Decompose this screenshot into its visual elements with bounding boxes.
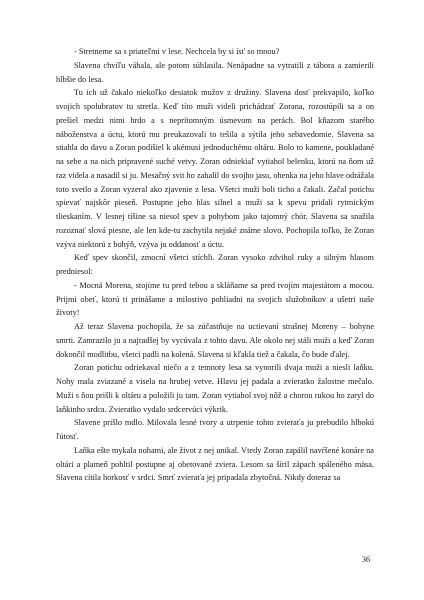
paragraph-8: Slavene prišlo mdlo. Milovala lesné tvory a utrpenie tohto zvieraťa ju prebudilo hlbokú ľútosť. bbox=[56, 418, 374, 441]
paragraph-3: Tu ich už čakalo niekoľko desiatok mužov z družiny. Slavena dosť prekvapilo, koľko svojich spolubratov tu stretla. Keď títo muži videli prichádzať Zorana, rozostúpili sa a on prešiel medzi nimi hrdo a s neprítomným úsmevom na perách. Bol kňazom starého náboženstva a úctu, ktorú mu preukazovali to tešila a sýtila jeho sebavedomie. Slavena sa stiahla do davu a Zoran podišiel k akémusi jednoduchému oltáru. Bolo to kamene, poukladané na sebe a na nich pripravené suché vetvy. Zoran odniekiaľ vytiahol belenku, ktorú na ňom už raz videla a nasadil si ju. Mesačný svit ho zahalil do svojho jasu, ohenka na jeho hlave odrážala toto svetlo a Zoran vyzeral ako zjavenie z lesa. Všetci muži boli ticho a čakali. Začal potichu spievať najskôr pieseň. Postupne jeho hlas silnel a muži sa k spevu pridali rytmickým tlieskaním. V lesnej tíšine sa niesol spev a pohybom jako tajomný chór. Slavena sa snažila rozoznať slová piesne, ale len kde-tu zachytila nejaké známe slovo. Pochopila toľko, že Zoran vzýva niektorú z bohýň, vzýva ju oddanosť a úctu. bbox=[56, 88, 374, 249]
paragraph-9: Laňka ešte mykala nohami, ale život z nej unikal. Vtedy Zoran zapálil navŕšené konáre na oltári a plameň pohltil postupne aj obetované zviera. Lesom sa šíril zápach spáleného mäsa. Slavena cítila horkosť v srdci. Smrť zvieraťa jej pripadala zbytočná. Nikdy doteraz sa bbox=[56, 445, 374, 483]
paragraph-1: - Stretneme sa s priateľmi v lese. Nechcela by si ísť so mnou? bbox=[74, 47, 280, 56]
paragraph-4: Keď spev skončil, zmocní všetci stíchli. Zoran vysoko zdvihol ruky a silným hlasom predniesol: bbox=[56, 253, 374, 276]
paragraph-5: - Mocná Morena, stojíme tu pred tebou a skláňame sa pred tvojím majestátom a mocou. Prijmi obeť, ktorú ti prinášame a milostivo pohliadni na svojich služobníkov a ušetri naše životy! bbox=[56, 280, 374, 318]
paragraph-2: Slavena chvíľu váhala, ale potom súhlasila. Nenápadne sa vytratili z tábora a zamierili hlbšie do lesa. bbox=[56, 60, 374, 84]
body-text bbox=[56, 45, 374, 485]
paragraph-6: Až teraz Slavena pochopila, že sa zúčastňuje na uctievaní strašnej Moreny – bohyne smrti. Zamrazilo ju a najradšej by vycúvala z tohto davu. Ale okolo nej stáli muži a keď Zoran dokončil modlitbu, všetci padli na kolená. Slavena si kľakla tiež a čakala, čo bude ďalej. bbox=[56, 322, 374, 359]
paragraph-7: Zoran potichu odriekaval niečo a z temnoty lesa sa vynorili dvaja muži a niesli laňku. Nohy mala zviazané a visela na hrubej vetve. Hlavu jej padala a zvieratko žalostne mečalo. Muži s ňou prišli k oltáru a položili ju tam. Zoran vytiahol svoj nôž a chorou rukou ho zaryl do laňkinho srdca. Zvieratko vydalo srdcervúci výkrik. bbox=[56, 363, 374, 414]
page-number: 36 bbox=[362, 555, 370, 564]
